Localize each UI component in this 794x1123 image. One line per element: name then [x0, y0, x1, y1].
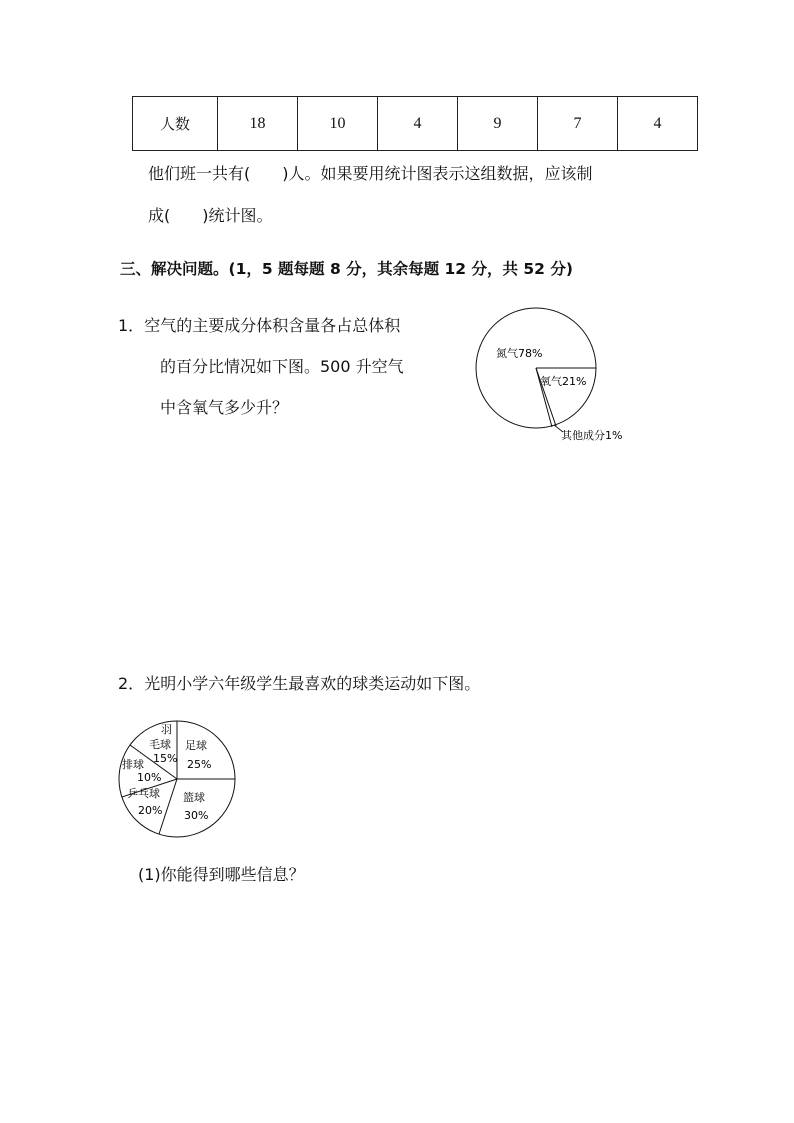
badminton-label: 羽: [161, 723, 172, 736]
fill-blank-text: )人。如果要用统计图表示这组数据，应该制: [282, 164, 593, 183]
football-label: 足球: [185, 739, 207, 752]
football-pct: 25%: [187, 758, 212, 771]
sports-pie-chart: [115, 718, 245, 843]
volleyball-pct: 10%: [137, 771, 162, 784]
table-cell: 10: [298, 97, 378, 151]
fill-blank-text: 成(: [148, 206, 171, 225]
fill-blank-line1: [148, 166, 593, 182]
other-label: 其他成分1%: [561, 429, 623, 442]
badminton-label: 毛球: [149, 738, 171, 751]
basketball-label: 篮球: [183, 791, 205, 804]
fill-blank-line2: [148, 208, 273, 224]
pingpong-pct: 20%: [138, 804, 163, 817]
data-table: [132, 96, 698, 151]
question-1-line3: 中含氧气多少升？: [160, 398, 289, 417]
section-title: 三、解决问题。(1，5 题每题 8 分，其余每题 12 分，共 52 分): [120, 260, 573, 278]
table-row: [133, 97, 698, 151]
badminton-pct: 15%: [153, 752, 178, 765]
fill-blank-text: 他们班一共有(: [148, 164, 251, 183]
fill-blank-text: )统计图。: [202, 206, 273, 225]
table-cell: 7: [538, 97, 618, 151]
question-number: 1．: [118, 316, 145, 335]
nitrogen-label: 氮气78%: [496, 347, 543, 360]
table-cell: 4: [618, 97, 698, 151]
oxygen-label: 氧气21%: [540, 375, 587, 388]
table-cell: 9: [458, 97, 538, 151]
question-2-line1: [118, 676, 480, 692]
sub-question-1: (1)你能得到哪些信息？: [138, 865, 305, 884]
volleyball-label: 排球: [122, 758, 144, 771]
table-header-cell: 人数: [133, 97, 218, 151]
air-pie-chart: [470, 305, 650, 450]
question-text: 空气的主要成分体积含量各占总体积: [144, 316, 401, 335]
basketball-pct: 30%: [184, 809, 209, 822]
table-cell: 4: [378, 97, 458, 151]
question-1-line2: 的百分比情况如下图。500 升空气: [160, 357, 404, 376]
question-text: 光明小学六年级学生最喜欢的球类运动如下图。: [144, 674, 481, 693]
question-1-line1: [118, 318, 400, 334]
table-cell: 18: [218, 97, 298, 151]
question-number: 2．: [118, 674, 145, 693]
pingpong-label: 乒乓球: [127, 787, 160, 800]
